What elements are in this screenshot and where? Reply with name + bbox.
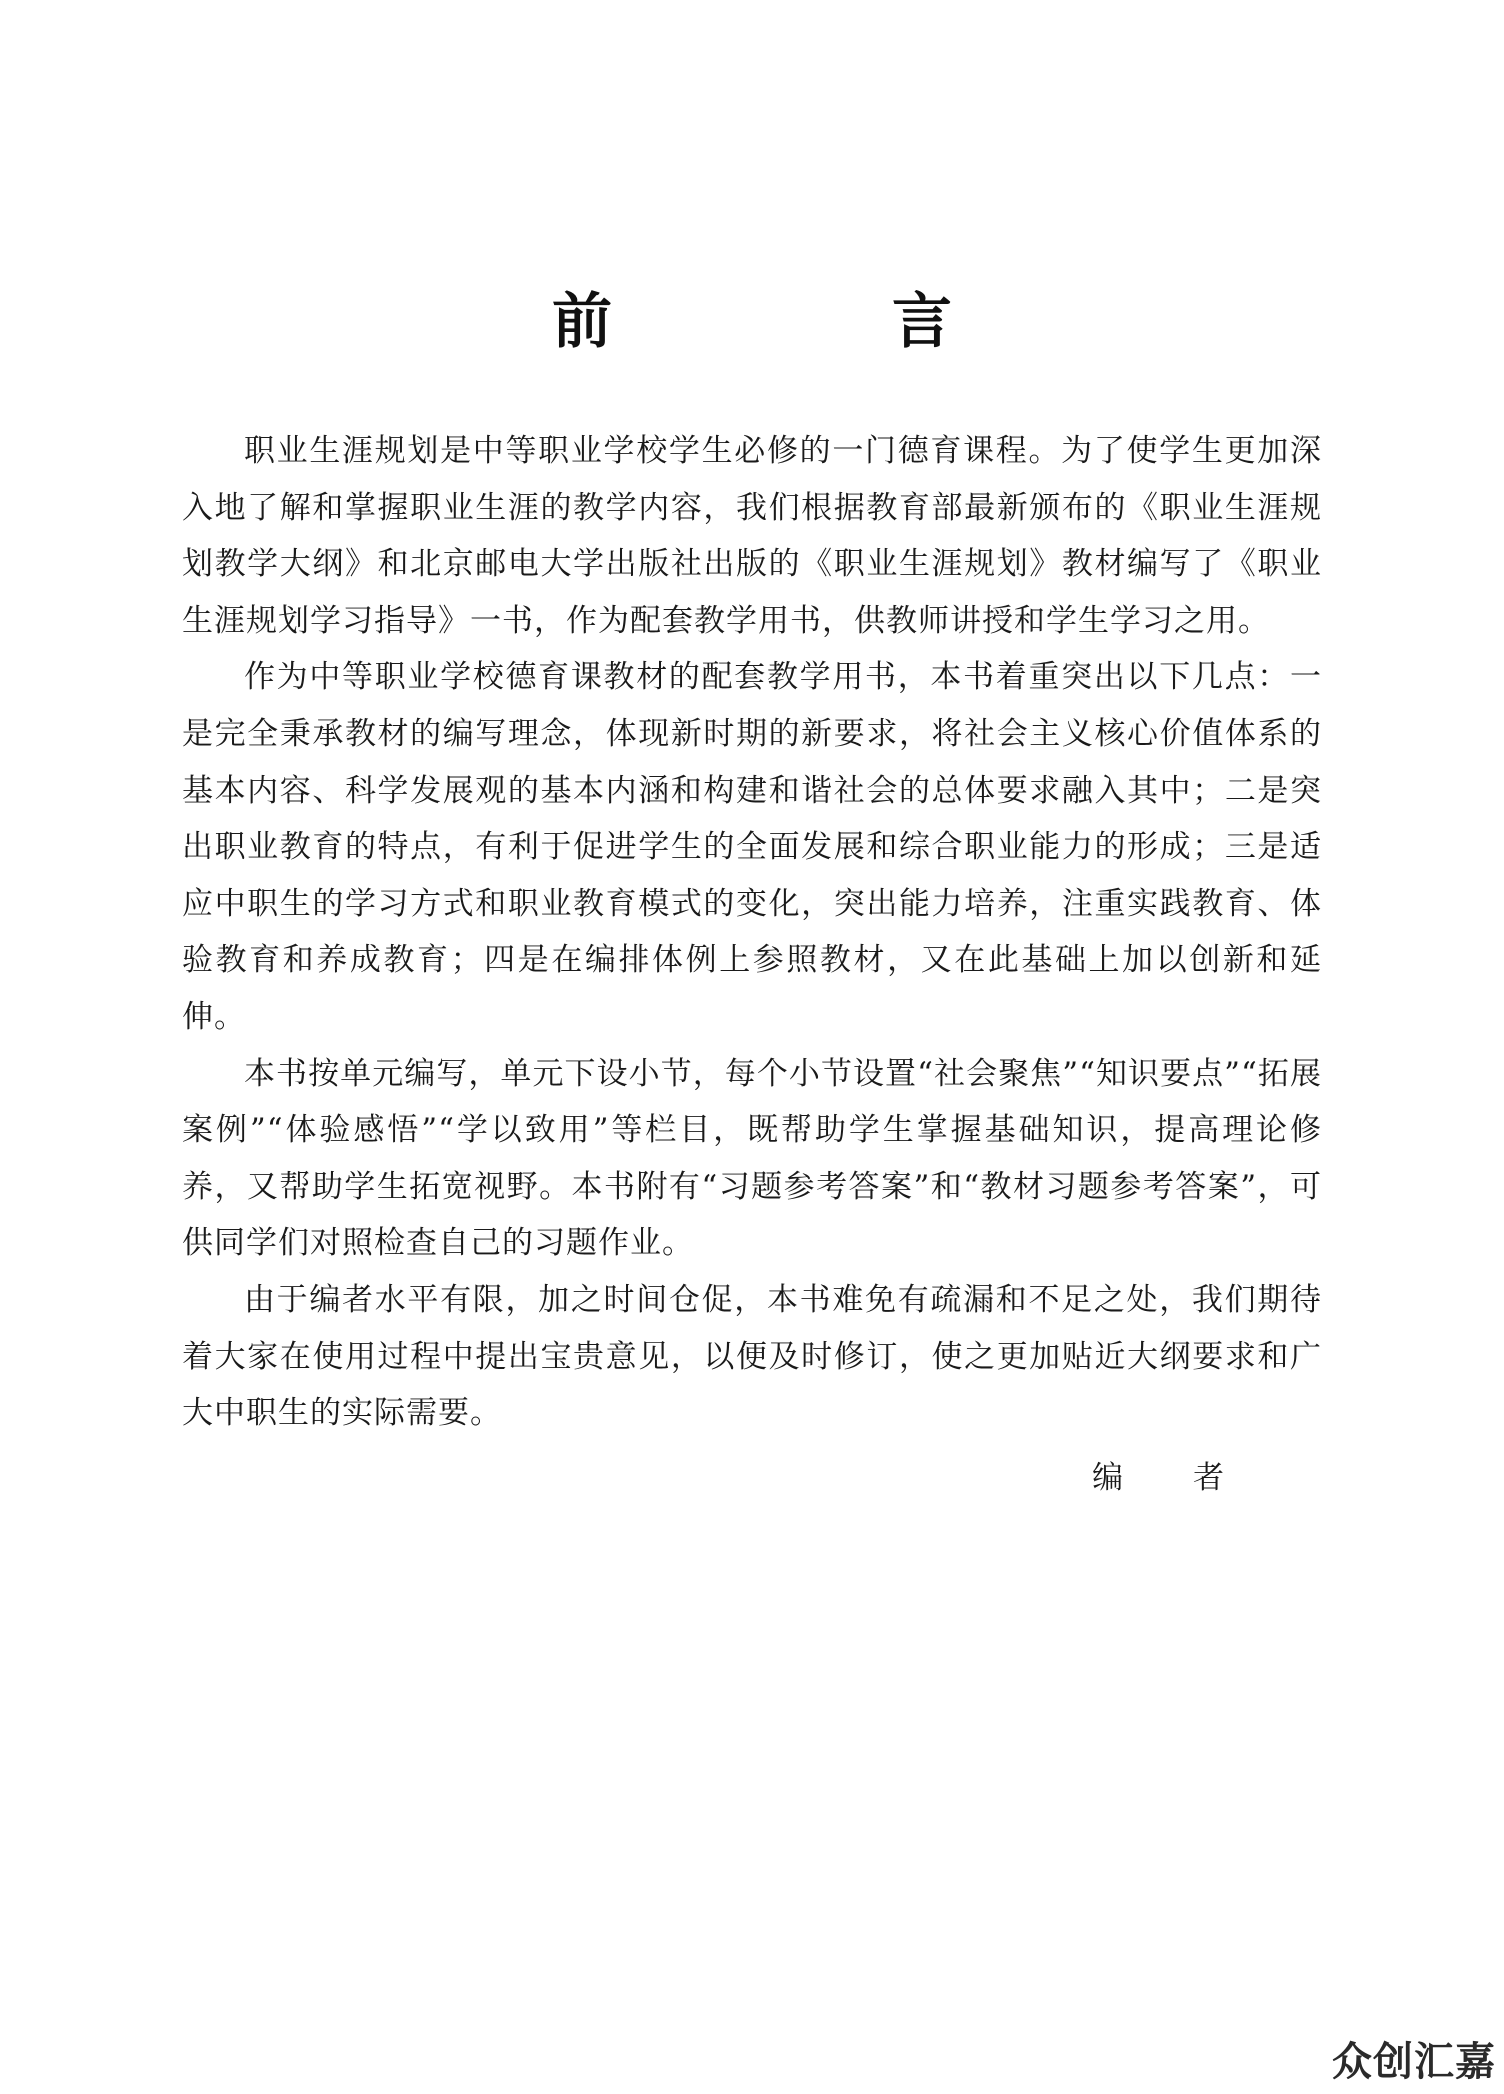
- preface-body: [182, 423, 1322, 1442]
- paragraph-3: 本书按单元编写，单元下设小节，每个小节设置“社会聚焦”“知识要点”“拓展案例”“体验感悟”“学以致用”等栏目，既帮助学生掌握基础知识，提高理论修养，又帮助学生拓宽视野。本书附有“习题参考答案”和“教材习题参考答案”，可供同学们对照检查自己的习题作业。: [182, 1055, 1322, 1262]
- author-signature: 编 者: [1092, 1460, 1254, 1496]
- paragraph-4: 由于编者水平有限，加之时间仓促，本书难免有疏漏和不足之处，我们期待着大家在使用过程中提出宝贵意见，以便及时修订，使之更加贴近大纲要求和广大中职生的实际需要。: [182, 1281, 1322, 1432]
- paragraph-1: 职业生涯规划是中等职业学校学生必修的一门德育课程。为了使学生更加深入地了解和掌握职业生涯的教学内容，我们根据教育部最新颁布的《职业生涯规划教学大纲》和北京邮电大学出版社出版的《职业生涯规划》教材编写了《职业生涯规划学习指导》一书，作为配套教学用书，供教师讲授和学生学习之用。: [182, 433, 1322, 639]
- page-title: 前 言: [552, 287, 1062, 357]
- watermark-logo: 众创汇嘉: [1332, 2039, 1496, 2085]
- paragraph-2: 作为中等职业学校德育课教材的配套教学用书，本书着重突出以下几点：一是完全秉承教材的编写理念，体现新时期的新要求，将社会主义核心价值体系的基本内容、科学发展观的基本内涵和构建和谐社会的总体要求融入其中；二是突出职业教育的特点，有利于促进学生的全面发展和综合职业能力的形成；三是适应中职生的学习方式和职业教育模式的变化，突出能力培养，注重实践教育、体验教育和养成教育；四是在编排体例上参照教材，又在此基础上加以创新和延伸。: [182, 659, 1322, 1035]
